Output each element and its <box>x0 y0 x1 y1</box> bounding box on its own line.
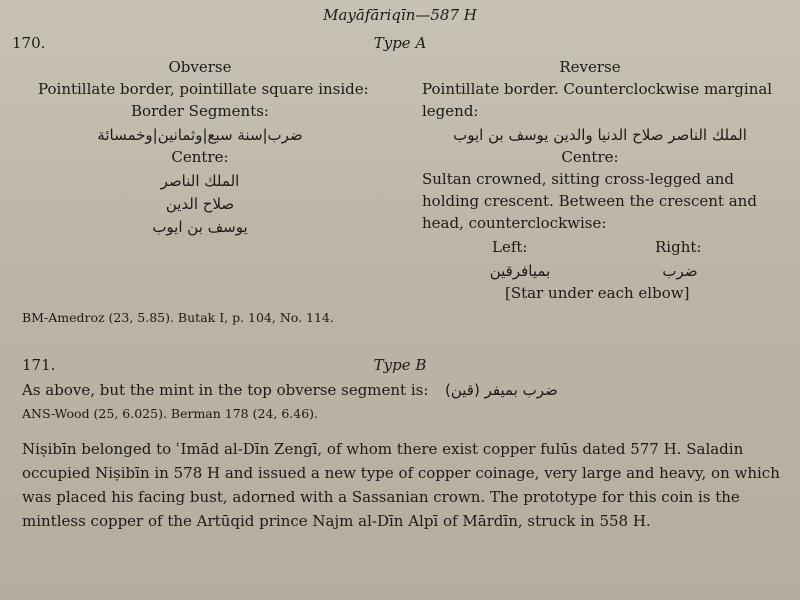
paragraph-line: was placed his facing bust, adorned with a Sassanian crown. The prototype for this coin is the <box>22 488 740 506</box>
reverse-border-desc: Pointillate border. Counterclockwise marginal <box>422 80 773 98</box>
left-label: Left: <box>492 238 528 256</box>
reverse-heading: Reverse <box>559 58 621 76</box>
reverse-legend-arabic: الملك الناصر صلاح الدنيا والدين يوسف بن ايوب <box>453 126 747 144</box>
obverse-heading: Obverse <box>168 58 232 76</box>
entry-171-mint-arabic: ضرب بميفر (قين) <box>445 381 558 399</box>
reverse-desc-line: head, counterclockwise: <box>422 214 607 232</box>
right-label: Right: <box>655 238 702 256</box>
paragraph-line: Niṣibīn belonged to ʿImād al-Dīn Zengī, of whom there exist copper fulūs dated 577 H. Saladin <box>22 440 744 458</box>
obverse-centre-line: الملك الناصر <box>160 172 240 190</box>
paragraph-line: occupied Niṣibīn in 578 H and issued a new type of copper coinage, very large and heavy, on which <box>22 464 780 482</box>
border-segments-arabic: ضرب|سنة سبع|وثمانين|وخمسائة <box>97 126 303 144</box>
obverse-centre-line: صلاح الدين <box>165 195 235 213</box>
entry-170-type: Type A <box>373 34 427 52</box>
entry-171-reference: ANS-Wood (25, 6.025). Berman 178 (24, 6.46). <box>22 406 319 421</box>
reverse-border-desc-2: legend: <box>422 102 479 120</box>
obverse-centre-line: يوسف بن ايوب <box>152 218 248 236</box>
border-segments-label: Border Segments: <box>131 102 269 120</box>
left-arabic: بميافرقين <box>489 262 551 280</box>
entry-171-number: 171. <box>22 356 56 374</box>
entry-170-number: 170. <box>12 34 46 52</box>
entry-171-text: As above, but the mint in the top obverse segment is: <box>22 381 429 399</box>
reverse-desc-line: Sultan crowned, sitting cross-legged and <box>422 170 735 188</box>
right-arabic: ضرب <box>662 262 698 280</box>
reverse-centre-label: Centre: <box>561 148 619 166</box>
running-title: Mayāfāriqīn—587 H <box>323 6 477 24</box>
obverse-border-desc: Pointillate border, pointillate square inside: <box>38 80 369 98</box>
entry-171-type: Type B <box>373 356 427 374</box>
entry-170-reference: BM-Amedroz (23, 5.85). Butak I, p. 104, No. 114. <box>22 310 334 325</box>
obverse-centre-label: Centre: <box>171 148 229 166</box>
reverse-desc-line: holding crescent. Between the crescent and <box>422 192 757 210</box>
elbow-note: [Star under each elbow] <box>505 284 690 302</box>
paragraph-line: mintless copper of the Artūqid prince Najm al-Dīn Alpī of Mārdīn, struck in 558 H. <box>22 512 651 530</box>
